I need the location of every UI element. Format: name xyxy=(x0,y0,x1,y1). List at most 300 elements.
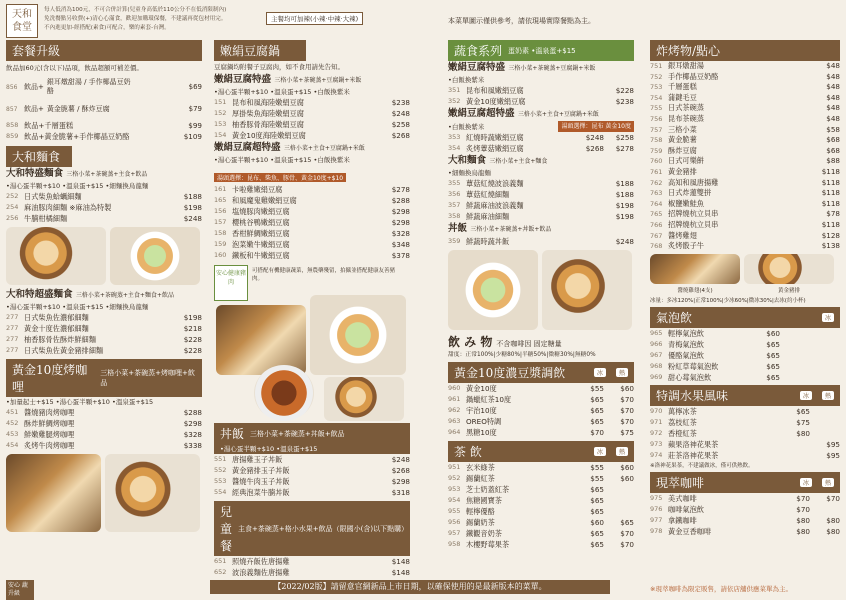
col-ice: 冰 xyxy=(800,478,812,487)
veggie-note-row xyxy=(448,121,634,132)
item-name: 炙烤蕈菇嫩絹豆腐 xyxy=(466,144,524,153)
item-name: 芝士奶蓋紅茶 xyxy=(466,485,510,494)
item-price: $109 xyxy=(183,132,202,141)
item-num: 758 xyxy=(650,136,663,145)
item-name: 牛腩柑橘細麵 xyxy=(24,214,68,223)
item-num: 977 xyxy=(650,515,663,524)
item-num: 358 xyxy=(448,212,461,220)
drink-item xyxy=(448,427,634,438)
item-num: 551 xyxy=(214,455,227,463)
item-price: $48 xyxy=(826,92,840,102)
item-name: 鮮蔬麻油波浪義麵 xyxy=(466,201,524,210)
veggie-sub: 蛋奶素 •溫泉蛋+$15 xyxy=(508,46,576,55)
drink-item xyxy=(448,462,634,473)
item-price: $68 xyxy=(826,145,840,155)
item-price: $128 xyxy=(821,230,840,240)
item-num: 972 xyxy=(650,428,663,437)
item-num: 967 xyxy=(650,350,663,359)
item-name: 鐵板和牛嫩絹豆腐 xyxy=(232,251,290,260)
set-sub: 三格小菜+茶碗蒸+豆腐鍋+米飯 xyxy=(274,77,362,84)
set-sub: 三格小菜+主食+豆腐鍋+米飯 xyxy=(517,111,599,118)
item-name: 塩燒豚肉嫩絹豆腐 xyxy=(232,207,290,216)
item-price: $288 xyxy=(183,408,202,417)
fruit-tea-title: 特調水果風味 xyxy=(656,388,729,403)
item-name: 櫻桃谷鴨嫩絹豆腐 xyxy=(232,218,290,227)
food-photo xyxy=(310,295,406,375)
set-note: •湯心蛋半顆+$10 •溫泉蛋+$15 •白飯換紫米 xyxy=(214,156,350,164)
item-name: 麻油豚肉細麵 ※麻油為特製 xyxy=(24,203,112,212)
item-price: $65 xyxy=(590,406,604,415)
item-num: 974 xyxy=(650,450,663,459)
item-num: 277 xyxy=(6,346,19,354)
item-num: 454 xyxy=(6,441,19,449)
set-note: •白飯換紫米 xyxy=(448,122,485,131)
item-num: 452 xyxy=(6,419,19,427)
item-price: $80 xyxy=(796,428,810,438)
set-note: •湯心蛋半顆+$10 •溫泉蛋+$15 •白飯換紫米 xyxy=(214,88,350,96)
drink-item xyxy=(448,484,634,495)
drink-item xyxy=(448,416,634,427)
item-price: $80 xyxy=(826,526,840,536)
item-name: OREO特調 xyxy=(466,417,502,426)
item-price: $79 xyxy=(188,105,202,113)
food-photo xyxy=(324,377,404,421)
item-name: 經典泡菜牛腩丼飯 xyxy=(232,488,290,497)
item-name: 黃金十度佐濃郁細麵 xyxy=(24,324,89,333)
item-price: $65 xyxy=(766,339,780,349)
item-price: $70 xyxy=(620,540,634,549)
curry-photo xyxy=(105,454,200,532)
menu-item xyxy=(6,312,202,323)
item-num: 355 xyxy=(448,179,461,187)
curry-title: 黃金10度烤咖哩 xyxy=(12,363,88,394)
item-name: 鮮蔬時蔬丼飯 xyxy=(466,237,510,246)
menu-item xyxy=(214,556,410,567)
set-sub: 三格小菜+茶碗蒸+丼飯+飲品 xyxy=(470,226,552,233)
item-price: $268 xyxy=(585,144,604,153)
item-num: 764 xyxy=(650,199,663,208)
item-name: 香橙紅茶 xyxy=(668,428,697,438)
notice-line: 不內進更加-經搭配(素食)可配合，樂的素套-台灣。 xyxy=(44,25,170,31)
footer-banner: 【2022/02版】請留意官網新品上市日期，以確保使用的是最新版本的菜單。 xyxy=(210,580,610,594)
set-note: •細麵換烏龍麵 xyxy=(448,169,491,177)
item-num: 857 xyxy=(6,105,18,113)
item-name: 招牌燒杭立貝串 xyxy=(668,209,719,219)
item-price: $65 xyxy=(796,406,810,416)
menu-item xyxy=(650,114,840,125)
item-sub: 銀耳燉甜湯 / 手作椰晶豆奶酪 xyxy=(46,78,131,95)
drink-item xyxy=(650,450,840,461)
curry-photo xyxy=(6,454,101,532)
item-num: 353 xyxy=(448,133,461,141)
item-num: 553 xyxy=(214,477,227,485)
item-price: $80 xyxy=(796,526,810,536)
item-price: $238 xyxy=(615,97,634,106)
set-sub: 三格小菜+主食+麵食 xyxy=(489,158,548,165)
item-price: $80 xyxy=(826,515,840,525)
footer-note: ※現萃咖啡為限定販售，請依店舖供應菜單為主。 xyxy=(650,585,792,593)
item-name: 酥炸豆腐 xyxy=(668,145,697,155)
item-name: 醬烤雞翅 xyxy=(668,230,697,240)
set-sub: 三格小菜+茶碗蒸+主食+飲品 xyxy=(66,171,148,178)
item-price: $148 xyxy=(391,568,410,577)
item-name: 蘋果洛神花果茶 xyxy=(668,439,719,449)
veggie-set2-title xyxy=(448,107,634,121)
noodle-photo xyxy=(6,227,106,285)
menu-item xyxy=(650,72,840,83)
item-name: 飲品+黃金脆薯+手作椰晶豆奶酪 xyxy=(24,132,130,141)
drink-item xyxy=(448,394,634,405)
upgrade-item xyxy=(6,98,202,120)
golden-drinks-header xyxy=(448,362,634,383)
item-price: $48 xyxy=(826,82,840,92)
menu-item xyxy=(214,567,410,578)
item-price: $70 xyxy=(620,395,634,404)
tofu-set2-title xyxy=(214,141,410,155)
item-num: 154 xyxy=(214,131,227,139)
item-num: 359 xyxy=(448,237,461,245)
menu-item xyxy=(214,476,410,487)
menu-item xyxy=(448,236,634,247)
item-price: $298 xyxy=(183,419,202,428)
item-price: $298 xyxy=(391,218,410,227)
col-hot: 熱 xyxy=(616,447,628,456)
col-ice: 冰 xyxy=(594,368,606,377)
item-price: $99 xyxy=(188,121,202,130)
drinks-title-row xyxy=(448,333,634,350)
item-name: 酥炸鮮鯛烤咖哩 xyxy=(24,419,75,428)
item-price: $48 xyxy=(826,113,840,123)
item-price: $48 xyxy=(826,103,840,113)
menu-item xyxy=(214,184,410,195)
item-num: 356 xyxy=(448,190,461,198)
item-price: $58 xyxy=(826,124,840,134)
veggie-set3-title xyxy=(448,154,634,168)
item-price: $238 xyxy=(391,98,410,107)
item-name: 高知和風唐揚雞 xyxy=(668,177,719,187)
item-name: 照燒卉飯佐唐揚雞 xyxy=(232,557,290,566)
drink-item xyxy=(650,417,840,428)
item-name: 手作椰晶豆奶酪 xyxy=(668,71,719,81)
item-price: $75 xyxy=(796,417,810,427)
menu-item xyxy=(448,132,634,143)
item-num: 859 xyxy=(6,132,19,140)
menu-item xyxy=(448,85,634,96)
menu-item xyxy=(650,220,840,231)
menu-item xyxy=(650,178,840,189)
item-num: 652 xyxy=(214,568,227,576)
item-name: 黃金脆薯 xyxy=(668,135,697,145)
upgrade-item xyxy=(6,120,202,131)
fried-photos xyxy=(650,254,840,284)
fried-photo xyxy=(650,254,740,284)
item-num: 354 xyxy=(448,144,461,152)
drink-item xyxy=(650,339,840,350)
item-price: $60 xyxy=(590,518,604,527)
item-name: 輕檸優酪 xyxy=(466,507,495,516)
tofu-title: 嫩絹豆腐鍋 xyxy=(220,44,281,58)
item-price: $148 xyxy=(391,557,410,566)
col-ice: 冰 xyxy=(800,391,812,400)
item-price: $118 xyxy=(821,177,840,187)
set-title-text: 嫩絹豆腐特盛 xyxy=(448,62,506,73)
item-num: 453 xyxy=(6,430,19,438)
promo-note: 可搭配有機健康蔬菜，無農藥殘留，拍攝並搭配健康友善豬肉。 xyxy=(252,268,396,282)
column-3 xyxy=(448,40,634,550)
item-price: $70 xyxy=(590,428,604,437)
item-name: 昆布茶碗蒸 xyxy=(668,113,704,123)
kids-header xyxy=(214,501,410,556)
fried-header xyxy=(650,40,840,61)
menu-item xyxy=(6,213,202,224)
item-price: $118 xyxy=(821,198,840,208)
item-price: $60 xyxy=(620,474,634,483)
ice-level: 冰量：多冰120%|正常100%|少冰60%|微冰30%|去冰(約小杯) xyxy=(650,297,806,304)
curry-footer: 安心 蔬 升級 xyxy=(6,580,34,600)
item-price: $278 xyxy=(391,185,410,194)
item-price: $65 xyxy=(590,496,604,505)
set-title-text: 大和麵食 xyxy=(448,155,487,166)
item-price: $328 xyxy=(183,430,202,439)
item-num: 554 xyxy=(214,488,227,496)
photo-collage xyxy=(214,265,410,423)
menu-item xyxy=(650,231,840,242)
drink-item xyxy=(448,473,634,484)
drink-item xyxy=(650,361,840,372)
item-num: 552 xyxy=(214,466,227,474)
item-num: 161 xyxy=(214,185,227,193)
item-name: 輕檸氣泡飲 xyxy=(668,328,704,338)
item-name: 黃金豆香咖啡 xyxy=(668,526,712,536)
item-name: 甜心莓氣泡飲 xyxy=(668,372,712,382)
item-price: $70 xyxy=(796,504,810,514)
drinks-sub: 不含咖啡因 固定糖量 xyxy=(496,340,562,348)
food-photo xyxy=(254,365,314,421)
item-price: $198 xyxy=(183,313,202,322)
logo-line2: 食堂 xyxy=(12,22,32,33)
menu-item xyxy=(214,108,410,119)
kids-sub: 主食+茶碗蒸+格小水果+飲品（限國小(含)以下點購） xyxy=(238,524,409,533)
menu-item xyxy=(650,125,840,136)
item-price: $48 xyxy=(826,61,840,70)
item-name: 黑糖10度 xyxy=(466,428,497,437)
item-num: 767 xyxy=(650,231,663,240)
menu-item xyxy=(448,96,634,107)
item-price: $118 xyxy=(821,188,840,198)
item-num: 451 xyxy=(6,408,19,416)
item-price: $248 xyxy=(615,237,634,246)
menu-item xyxy=(214,130,410,141)
menu-item xyxy=(214,228,410,239)
item-name: 炙烤牛肉烤咖哩 xyxy=(24,441,75,450)
item-price: $70 xyxy=(620,417,634,426)
menu-item xyxy=(650,103,840,114)
item-price: $258 xyxy=(391,120,410,129)
drink-item xyxy=(448,528,634,539)
menu-item xyxy=(6,345,202,356)
item-price: $80 xyxy=(796,515,810,525)
menu-item xyxy=(214,217,410,228)
item-num: 756 xyxy=(650,114,663,123)
tea-header xyxy=(448,441,634,462)
item-num: 757 xyxy=(650,125,663,134)
item-price: $248 xyxy=(391,109,410,118)
item-name: 黃金10度嫩絹豆腐 xyxy=(466,97,526,106)
veggie-title: 蔬食系列 xyxy=(454,44,503,58)
item-num: 165 xyxy=(214,196,227,204)
item-price: $288 xyxy=(391,196,410,205)
item-price: $65 xyxy=(590,395,604,404)
item-num: 951 xyxy=(448,463,461,471)
notice-line: 免洗餐點另收費(+)清心心滿食，歡迎加購環保餐，不建議再從包材用完。 xyxy=(44,16,227,22)
drink-item xyxy=(650,406,840,417)
item-price: $60 xyxy=(620,384,634,393)
menu-item xyxy=(6,407,202,418)
item-sub: 黃金脆薯 / 酥炸豆腐 xyxy=(46,104,110,113)
item-price: $248 xyxy=(183,214,202,223)
drink-item xyxy=(650,493,840,504)
upgrade-item xyxy=(6,76,202,98)
photo-caption: 黃金豬排 xyxy=(777,287,800,294)
curry-photos xyxy=(6,454,202,532)
item-name: 香柑鮮鯛嫩絹豆腐 xyxy=(232,229,290,238)
item-name: 醬燒豬肉烤咖哩 xyxy=(24,408,75,417)
rice-bowl-header xyxy=(214,423,410,444)
set-sub: 三格小菜+茶碗蒸+主食+麵食+飲品 xyxy=(75,292,174,299)
menu-item xyxy=(214,119,410,130)
coffee-header xyxy=(650,472,840,493)
item-name: 粉紅草莓氣泡飲 xyxy=(668,361,719,371)
upgrade-subtitle: 飲品加60元(含以下)品項，飲品超額可補差價。 xyxy=(6,64,143,72)
yamato-set-title xyxy=(6,167,202,181)
soda-header xyxy=(650,307,840,328)
item-num: 151 xyxy=(214,98,227,106)
tofu-header xyxy=(214,40,306,61)
item-price: $258 xyxy=(615,133,634,142)
item-num: 966 xyxy=(650,339,663,348)
item-num: 159 xyxy=(214,240,227,248)
item-num: 957 xyxy=(448,529,461,537)
veggie-header xyxy=(448,40,634,61)
item-num: 760 xyxy=(650,157,663,166)
item-name: 柚香豚骨佐酥炸鮮細麵 xyxy=(24,335,96,344)
menu-item xyxy=(214,97,410,108)
item-name: 紅燒時蔬嫩絹豆腐 xyxy=(466,133,524,142)
soda-title: 氣泡飲 xyxy=(656,310,693,325)
item-price: $60 xyxy=(766,328,780,338)
item-name: 三格小菜 xyxy=(668,124,697,134)
item-num: 963 xyxy=(448,417,461,425)
item-price: $198 xyxy=(615,212,634,221)
notice-line: 每人低消為100元，不可合併計算(兒童身高低於110公分不在低消限制內) xyxy=(44,7,227,13)
item-price: $188 xyxy=(183,192,202,201)
menu-item xyxy=(650,61,840,72)
set-sub: 三格小菜+主食+豆腐鍋+米飯 xyxy=(283,145,365,152)
item-num: 753 xyxy=(650,83,663,92)
menu-item xyxy=(214,487,410,498)
item-name: 和風魔鬼雞嫩絹豆腐 xyxy=(232,196,297,205)
item-price: $65 xyxy=(766,350,780,360)
set-title-text: 嫩絹豆腐超特盛 xyxy=(448,108,515,119)
disclaimer: 本菜單圖示僅供參考，請依現場實際餐點為主。 xyxy=(448,17,595,25)
item-price: $248 xyxy=(585,133,604,142)
item-price: $298 xyxy=(391,207,410,216)
item-num: 160 xyxy=(214,251,227,259)
item-num: 751 xyxy=(650,62,663,70)
veggie-set1-title xyxy=(448,61,634,75)
item-name: 日式柴魚佐濃郁細麵 xyxy=(24,313,89,322)
item-name: 咖啡氣泡飲 xyxy=(668,504,704,514)
item-num: 752 xyxy=(650,72,663,81)
item-price: $69 xyxy=(188,83,202,91)
item-num: 152 xyxy=(214,109,227,117)
item-price: $228 xyxy=(615,86,634,95)
item-price: $248 xyxy=(391,455,410,464)
yamato2-note: •湯心蛋半顆+$10 •溫泉蛋+$15 •細麵換烏龍麵 xyxy=(6,303,149,311)
fried-title: 炸烤物/點心 xyxy=(656,44,721,58)
item-num: 357 xyxy=(448,201,461,209)
menu-item xyxy=(214,465,410,476)
promo-badge: 安心健康豬肉 xyxy=(214,265,248,301)
item-price: $228 xyxy=(183,335,202,344)
item-num: 761 xyxy=(650,167,663,176)
drink-item xyxy=(650,439,840,450)
item-price: $278 xyxy=(615,144,634,153)
item-name: 卡啦雞嫩絹豆腐 xyxy=(232,185,283,194)
item-price: $65 xyxy=(590,417,604,426)
drink-item xyxy=(650,526,840,537)
set-title-text: 嫩絹豆腐特盛 xyxy=(214,74,272,85)
item-price: $138 xyxy=(821,241,840,251)
item-num: 156 xyxy=(214,207,227,215)
item-num: 754 xyxy=(650,93,663,102)
col-hot: 熱 xyxy=(616,368,628,377)
item-name: 飲品+ xyxy=(24,105,44,113)
drink-item xyxy=(448,506,634,517)
item-name: 荔枝紅茶 xyxy=(668,417,697,427)
item-num: 351 xyxy=(448,86,461,94)
item-price: $218 xyxy=(183,324,202,333)
tea-title: 茶 飲 xyxy=(454,445,482,459)
item-price: $198 xyxy=(183,203,202,212)
item-name: 柚香豚骨海陸嫩絹豆腐 xyxy=(232,120,304,129)
item-num: 952 xyxy=(448,474,461,482)
menu-item xyxy=(650,188,840,199)
column-4 xyxy=(650,40,840,537)
item-name: 日式柴魚蛤蠣細麵 xyxy=(24,192,82,201)
broth-tag: 湯頭選擇：昆布、柴魚、豚骨、黃金10度+$10 xyxy=(214,173,346,182)
item-price: $328 xyxy=(391,229,410,238)
item-num: 960 xyxy=(448,384,461,392)
menu-item xyxy=(448,178,634,189)
item-num: 254 xyxy=(6,203,19,211)
item-name: 鮮蔬麻油細麵 xyxy=(466,212,510,221)
menu-item xyxy=(6,334,202,345)
item-price: $70 xyxy=(796,493,810,503)
item-name: 黃金10度 xyxy=(466,384,497,393)
menu-item xyxy=(214,454,410,465)
menu-item xyxy=(650,156,840,167)
menu-item xyxy=(650,93,840,104)
set-sub: 三格小菜+茶碗蒸+豆腐鍋+米飯 xyxy=(508,65,596,72)
menu-item xyxy=(448,200,634,211)
item-num: 961 xyxy=(448,395,461,403)
item-price: $70 xyxy=(620,406,634,415)
item-price: $70 xyxy=(620,529,634,538)
drink-item xyxy=(650,328,840,339)
item-price: $68 xyxy=(826,135,840,145)
drink-item xyxy=(448,405,634,416)
